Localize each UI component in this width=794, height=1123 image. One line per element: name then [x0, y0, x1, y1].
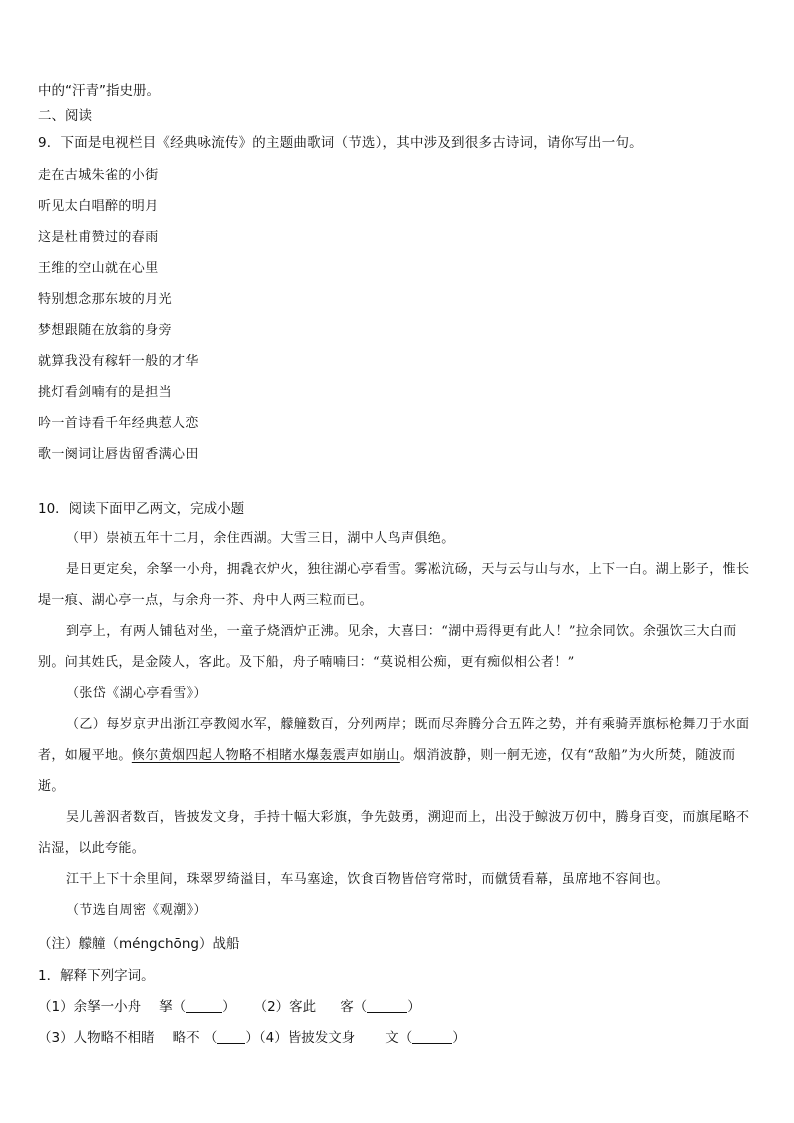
- vocab-item-3-label: （3）人物略不相睹: [38, 1030, 155, 1046]
- passage-yi-p2: 吴儿善泅者数百，皆披发文身，手持十幅大彩旗，争先鼓勇，溯迎而上，出没于鲸波万仞中，腾身百变，而旗尾略不沾湿，以此夸能。: [38, 810, 750, 856]
- passage-yi-p1: [38, 709, 754, 802]
- answer-blank[interactable]: [367, 998, 407, 1013]
- answer-blank[interactable]: [412, 1029, 452, 1044]
- lyric-line: 特别想念那东坡的月光: [38, 292, 173, 307]
- vocab-item-1-label: （1）余拏一小舟: [38, 999, 142, 1015]
- annotation-note: （注）艨艟（méngchōng）战船: [38, 936, 240, 952]
- passage-jia-p1: （甲）崇祯五年十二月，余住西湖。大雪三日，湖中人鸟声俱绝。: [66, 531, 455, 546]
- passage-jia-source: （张岱《湖心亭看雪》）: [66, 686, 207, 701]
- subquestion-1-title: 1．解释下列字词。: [38, 968, 155, 984]
- passage-jia-p3: 到亭上，有两人铺毡对坐，一童子烧酒炉正沸。见余，大喜曰：“湖中焉得更有此人！”拉余同饮。余强饮三大白而别。问其姓氏，是金陵人，客此。及下船，舟子喃喃曰：“莫说相公痴，更有痴似相公者！”: [38, 624, 737, 670]
- vocab-item-2-char: 客（: [340, 999, 368, 1015]
- intro-text: 中的“汗青”指史册。: [38, 83, 160, 99]
- passage-yi-p1-before: （乙）每岁京尹出浙江亭教阅水军，艨艟数百，分列两岸；既而尽奔腾分合五阵之势，并有乘骑弄旗标枪舞刀于水面者，如履平地。: [38, 717, 750, 763]
- underlined-sentence: 倏尔黄烟四起人物略不相睹水爆轰震声如崩山: [131, 748, 400, 763]
- vocab-item-3-char: 略不 （: [172, 1030, 218, 1046]
- lyric-line: 听见太白唱醉的明月: [38, 199, 159, 214]
- section-heading-reading: 二、阅读: [38, 108, 92, 124]
- vocab-item-4-char: 文（: [385, 1030, 413, 1046]
- lyric-line: 梦想跟随在放翁的身旁: [38, 323, 173, 338]
- vocab-row-2: （3）人物略不相睹 略不 （ ）（4）皆披发文身 文（ ）: [38, 1030, 466, 1046]
- vocab-item-2-label: （2）客此: [253, 999, 317, 1015]
- lyric-line: 挑灯看剑喃有的是担当: [38, 385, 173, 400]
- vocab-item-4-label: （4）皆披发文身: [258, 1030, 356, 1046]
- vocab-row-1: （1）余拏一小舟 拏（ ） （2）客此 客（ ）: [38, 999, 421, 1015]
- lyric-line: 歌一阕词让唇齿留香满心田: [38, 447, 199, 462]
- lyric-line: 走在古城朱雀的小街: [38, 168, 159, 183]
- answer-blank[interactable]: [217, 1029, 245, 1044]
- vocab-item-1-char: 拏（: [159, 999, 187, 1015]
- passage-yi-p3: 江干上下十余里间，珠翠罗绮溢目，车马塞途，饮食百物皆倍穹常时，而僦赁看幕，虽席地不容间也。: [66, 872, 670, 887]
- lyric-line: 吟一首诗看千年经典惹人恋: [38, 416, 199, 431]
- answer-blank[interactable]: [186, 998, 222, 1013]
- question-9: 9．下面是电视栏目《经典咏流传》的主题曲歌词（节选），其中涉及到很多古诗词，请你写出一句。: [38, 135, 643, 151]
- lyric-line: 就算我没有稼轩一般的才华: [38, 354, 199, 369]
- question-10: 10．阅读下面甲乙两文，完成小题: [38, 501, 245, 517]
- lyric-line: 这是杜甫赞过的春雨: [38, 230, 159, 245]
- lyric-line: 王维的空山就在心里: [38, 261, 159, 276]
- passage-yi-source: （节选自周密《观潮》）: [66, 903, 207, 918]
- passage-jia-p2: 是日更定矣，余拏一小舟，拥毳衣炉火，独往湖心亭看雪。雾凇沆砀，天与云与山与水，上下一白。湖上影子，惟长堤一痕、湖心亭一点，与余舟一芥、舟中人两三粒而已。: [38, 562, 750, 608]
- passage-yi-p1-after: 。烟消波静，则一舸无迹，仅有“敌船”为火所焚，随波而逝。: [38, 748, 736, 794]
